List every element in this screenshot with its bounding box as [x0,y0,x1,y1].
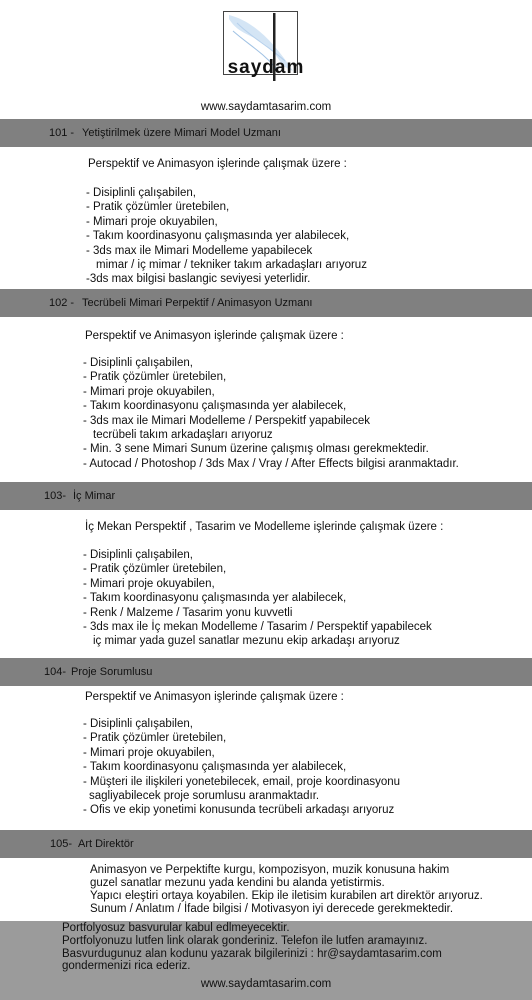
list-item: - 3ds max ile Mimari Modelleme yapabilecek [86,244,313,257]
list-item: - Takım koordinasyonu çalışmasında yer alabilecek, [83,400,347,413]
footer-line: Portfolyosuz basvurular kabul edlmeyecektir. [62,922,290,934]
section-101-header [0,119,532,147]
section-104-header [0,658,532,686]
section-104-title: Proje Sorumlusu [71,666,153,678]
list-item: - Pratik çözümler üretebilen, [83,371,227,384]
section-105-number: 105- [50,838,73,850]
section-102-header [0,289,532,317]
list-item: - Pratik çözümler üretebilen, [83,732,227,745]
list-item: - Müşteri ile ilişkileri yonetebilecek, email, proje koordinasyonu [83,775,401,788]
section-103-intro: İç Mekan Perspektif , Tasarim ve Modelleme işlerinde çalışmak üzere : [85,521,444,533]
list-item: -3ds max bilgisi baslangic seviyesi yeterlidir. [86,273,311,286]
section-105-header [0,830,532,858]
section-102-intro: Perspektif ve Animasyon işlerinde çalışmak üzere : [85,330,344,342]
section-103-title: İç Mimar [73,490,116,502]
list-item: - 3ds max ile Mimari Modelleme / Perspekitf yapabilecek [83,414,370,427]
footer-line: Basvurdugunuz alan kodunu yazarak bilgilerinizi : hr@saydamtasarim.com [62,947,442,960]
section-104-number: 104- [44,666,67,678]
section-105-description [90,864,483,916]
list-item: - Disiplinli çalışabilen, [86,187,196,199]
paragraph-line: Yapıcı eleştiri ortaya koyabilen. Ekip ile iletisim kurabilen art direktör arıyoruz. [90,890,483,902]
section-103-header [0,482,532,510]
section-105-title: Art Direktör [78,838,134,850]
section-103-list [83,548,432,649]
section-101-number: 101 - [49,127,75,139]
list-item: - Takım koordinasyonu çalışmasında yer alabilecek, [86,230,350,243]
section-101-list [86,186,367,287]
section-104-intro: Perspektif ve Animasyon işlerinde çalışmak üzere : [85,691,344,703]
list-item: - Takım koordinasyonu çalışmasında yer alabilecek, [83,761,347,774]
site-url[interactable]: www.saydamtasarim.com [200,101,332,113]
list-item: tecrübeli takım arkadaşları arıyoruz [93,429,273,442]
list-item: - Disiplinli çalışabilen, [83,718,193,730]
section-102-number: 102 - [49,297,75,309]
list-item: - 3ds max ile İç mekan Modelleme / Tasarim / Perspektif yapabilecek [83,621,432,634]
section-102-title: Tecrübeli Mimari Perpektif / Animasyon Uzmanı [82,297,313,309]
list-item: sagliyabilecek proje sorumlusu aranmaktadır. [89,790,320,803]
section-104-list [83,717,400,818]
paragraph-line: guzel sanatlar mezunu yada kendini bu alanda yetistirmis. [90,877,385,889]
footer-url[interactable]: www.saydamtasarim.com [200,978,332,990]
list-item: - Pratik çözümler üretebilen, [83,563,227,576]
section-102-list [83,356,459,471]
list-item: mimar / iç mimar / tekniker takım arkadaşları arıyoruz [96,259,367,272]
list-item: - Mimari proje okuyabilen, [83,577,215,590]
footer-notes [62,922,442,973]
list-item: - Mimari proje okuyabilen, [83,385,215,398]
section-101-title: Yetiştirilmek üzere Mimari Model Uzmanı [82,127,281,139]
logo-text: saydam [227,57,305,78]
footer-line: Portfolyonuzu lutfen link olarak gonderiniz. Telefon ile lutfen aramayınız. [62,934,428,947]
list-item: - Renk / Malzeme / Tasarim yonu kuvvetli [83,606,293,619]
list-item: - Autocad / Photoshop / 3ds Max / Vray / After Effects bilgisi aranmaktadır. [83,457,459,470]
list-item: - Pratik çözümler üretebilen, [86,201,230,214]
list-item: iç mimar yada guzel sanatlar mezunu ekip arkadaşı arıyoruz [93,635,400,648]
list-item: - Takım koordinasyonu çalışmasında yer alabilecek, [83,592,347,605]
list-item: - Mimari proje okuyabilen, [83,746,215,759]
paragraph-line: Sunum / Anlatım / İfade bilgisi / Motivasyon iyi derecede gerekmektedir. [90,903,454,915]
list-item: - Mimari proje okuyabilen, [86,215,218,228]
list-item: - Disiplinli çalışabilen, [83,549,193,561]
list-item: - Min. 3 sene Mimari Sunum üzerine çalışmış olması gerekmektedir. [83,443,429,456]
list-item: - Disiplinli çalışabilen, [83,357,193,369]
section-101-intro: Perspektif ve Animasyon işlerinde çalışmak üzere : [88,158,347,170]
paragraph-line: Animasyon ve Perpektifte kurgu, kompozisyon, muzik konusuna hakim [90,864,450,876]
list-item: - Ofis ve ekip yonetimi konusunda tecrübeli arkadaşı arıyoruz [83,804,395,817]
footer-line: gondermenizi rica ederiz. [62,960,191,973]
section-103-number: 103- [44,490,67,502]
